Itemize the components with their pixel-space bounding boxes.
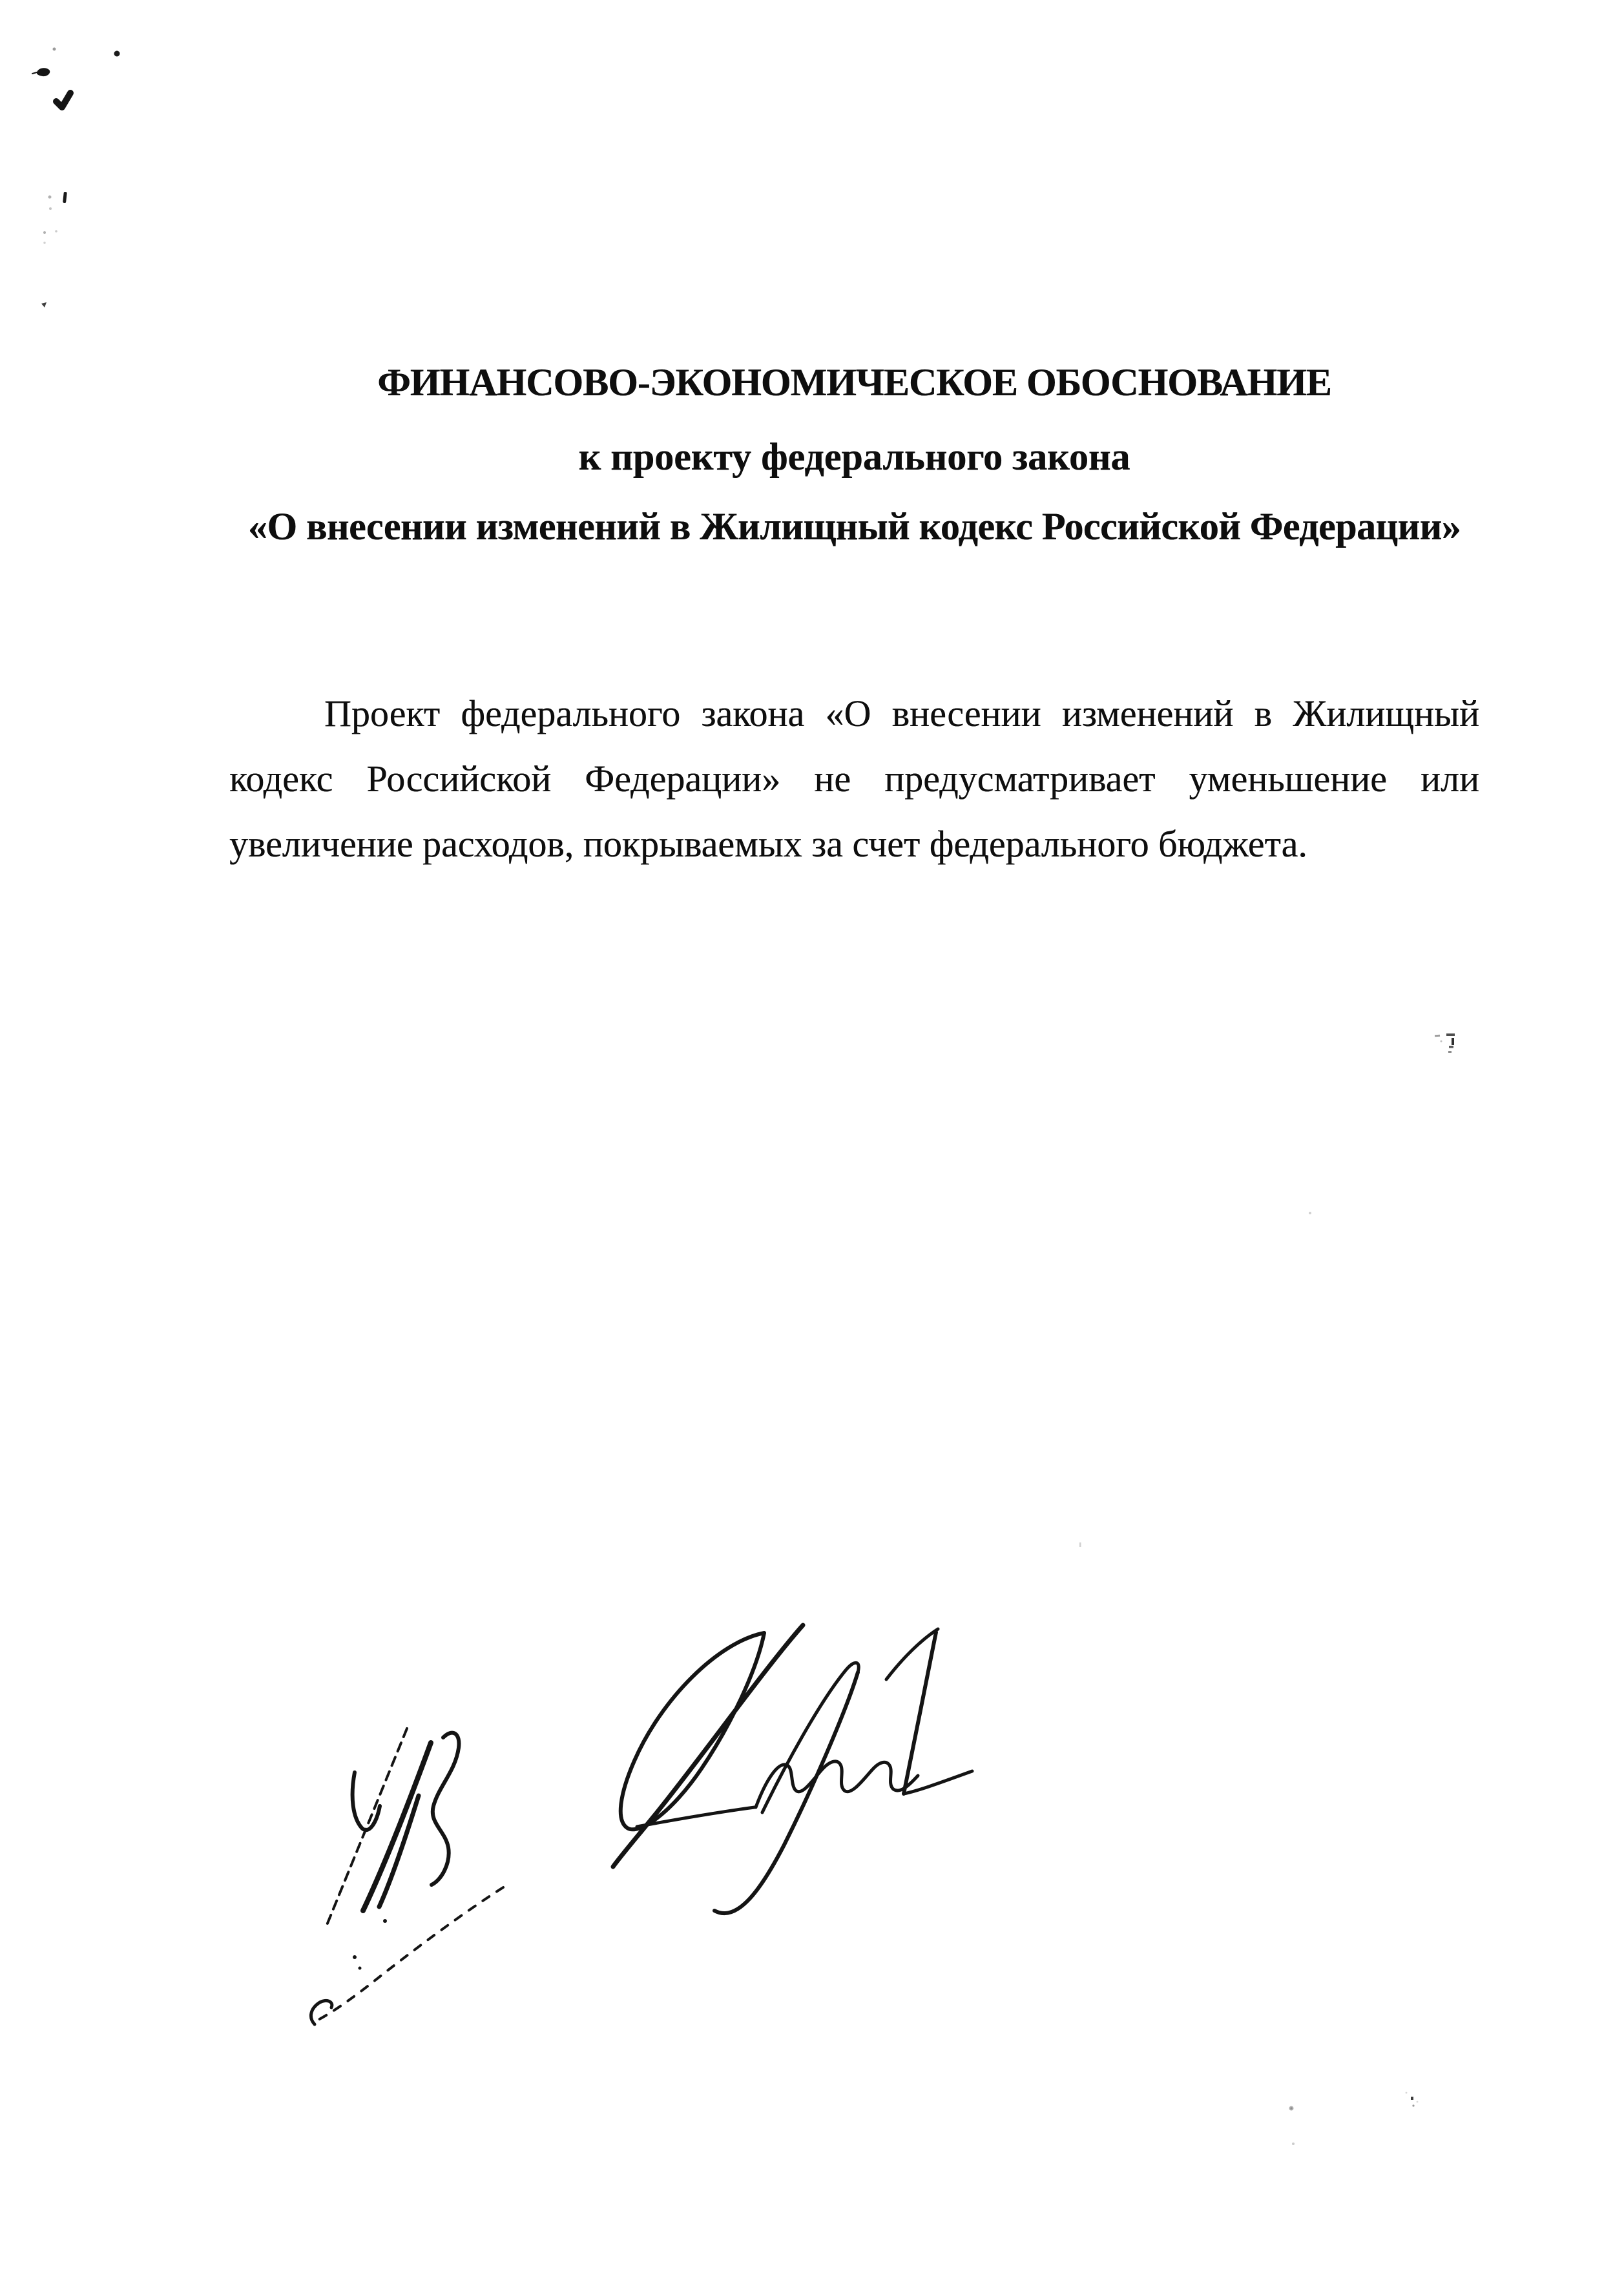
signature-left-initials	[311, 1728, 503, 2024]
paragraph-line: увеличение расходов, покрываемых за счет федерального бюджета.	[229, 823, 1307, 865]
check-mark-icon	[56, 93, 70, 107]
ink-specks-top-left-icon	[32, 48, 120, 308]
right-margin-smudge-icon	[1079, 1033, 1455, 1547]
signature-right-cursive	[613, 1625, 972, 1913]
document-title-line2: к проекту федерального закона	[578, 435, 1130, 478]
bottom-specks-icon	[1289, 2092, 1419, 2145]
document-title-line3: «О внесении изменений в Жилищный кодекс Российской Федерации»	[247, 505, 1461, 548]
paragraph-line: кодекс Российской Федерации» не предусматривает уменьшение или	[229, 758, 1479, 800]
paragraph-line: Проект федерального закона «О внесении изменений в Жилищный	[324, 692, 1479, 734]
document-title-line1: ФИНАНСОВО-ЭКОНОМИЧЕСКОЕ ОБОСНОВАНИЕ	[377, 361, 1331, 404]
